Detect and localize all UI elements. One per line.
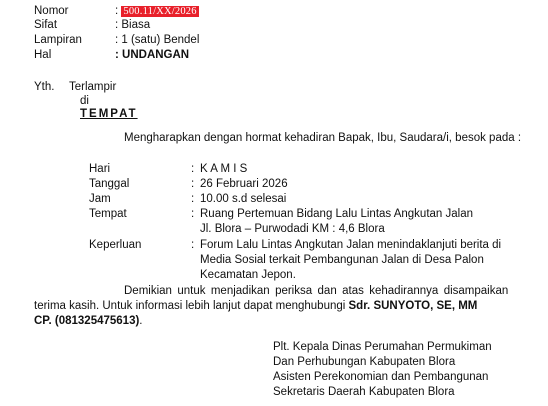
tempat-line2: Jl. Blora – Purwodadi KM : 4,6 Blora: [200, 223, 385, 235]
contact-name: Sdr. SUNYOTO, SE, MM: [348, 300, 478, 312]
lampiran-value: : 1 (satu) Bendel: [115, 34, 200, 46]
hal-label: Hal: [34, 49, 52, 61]
signature-line4: Sekretaris Daerah Kabupaten Blora: [273, 386, 455, 398]
recipient-line2: di: [80, 95, 89, 107]
nomor-value: : 500.11/XX/2026: [115, 5, 197, 17]
tanggal-label: Tanggal: [89, 178, 130, 190]
nomor-label: Nomor: [34, 5, 69, 17]
keperluan-line3: Kecamatan Jepon.: [200, 269, 296, 281]
hari-colon: :: [191, 163, 195, 175]
signature-line1: Plt. Kepala Dinas Perumahan Permukiman: [273, 341, 492, 353]
keperluan-line2: Media Sosial terkait Pembangunan Jalan di Desa Palon: [200, 254, 484, 266]
recipient-place: TEMPAT: [80, 108, 138, 120]
keperluan-label: Keperluan: [89, 239, 142, 251]
tempat-label: Tempat: [89, 208, 127, 220]
yth-label: Yth.: [34, 81, 55, 93]
closing-line2-text: terima kasih. Untuk informasi lebih lanjut dapat menghubungi: [34, 300, 349, 312]
keperluan-line1: Forum Lalu Lintas Angkutan Jalan menindaklanjuti berita di: [200, 239, 502, 251]
tempat-colon: :: [191, 208, 195, 220]
closing-line3: [34, 314, 143, 328]
tanggal-value: 26 Februari 2026: [200, 178, 288, 190]
keperluan-colon: :: [191, 239, 195, 251]
tempat-line1: Ruang Pertemuan Bidang Lalu Lintas Angkutan Jalan: [200, 208, 474, 220]
sifat-value: : Biasa: [115, 19, 151, 31]
closing-period: .: [139, 315, 143, 327]
signature-line3: Asisten Perekonomian dan Pembangunan: [273, 371, 489, 383]
closing-line1: Demikian untuk menjadikan periksa dan atas kehadirannya disampaikan: [124, 285, 509, 297]
hari-label: Hari: [89, 163, 111, 175]
lampiran-label: Lampiran: [34, 34, 82, 46]
closing-line2: [34, 299, 477, 313]
opening-text: Mengharapkan dengan hormat kehadiran Bapak, Ibu, Saudara/i, besok pada :: [124, 132, 522, 144]
jam-label: Jam: [89, 193, 111, 205]
jam-value: 10.00 s.d selesai: [200, 193, 287, 205]
tanggal-colon: :: [191, 178, 195, 190]
hari-value: K A M I S: [200, 163, 248, 175]
contact-phone: CP. (081325475613): [34, 315, 140, 327]
recipient-line1: Terlampir: [69, 81, 117, 93]
nomor-redacted-value: 500.11/XX/2026: [123, 6, 197, 17]
sifat-label: Sifat: [34, 19, 58, 31]
signature-line2: Dan Perhubungan Kabupaten Blora: [273, 356, 456, 368]
jam-colon: :: [191, 193, 195, 205]
hal-value: : UNDANGAN: [115, 49, 190, 61]
